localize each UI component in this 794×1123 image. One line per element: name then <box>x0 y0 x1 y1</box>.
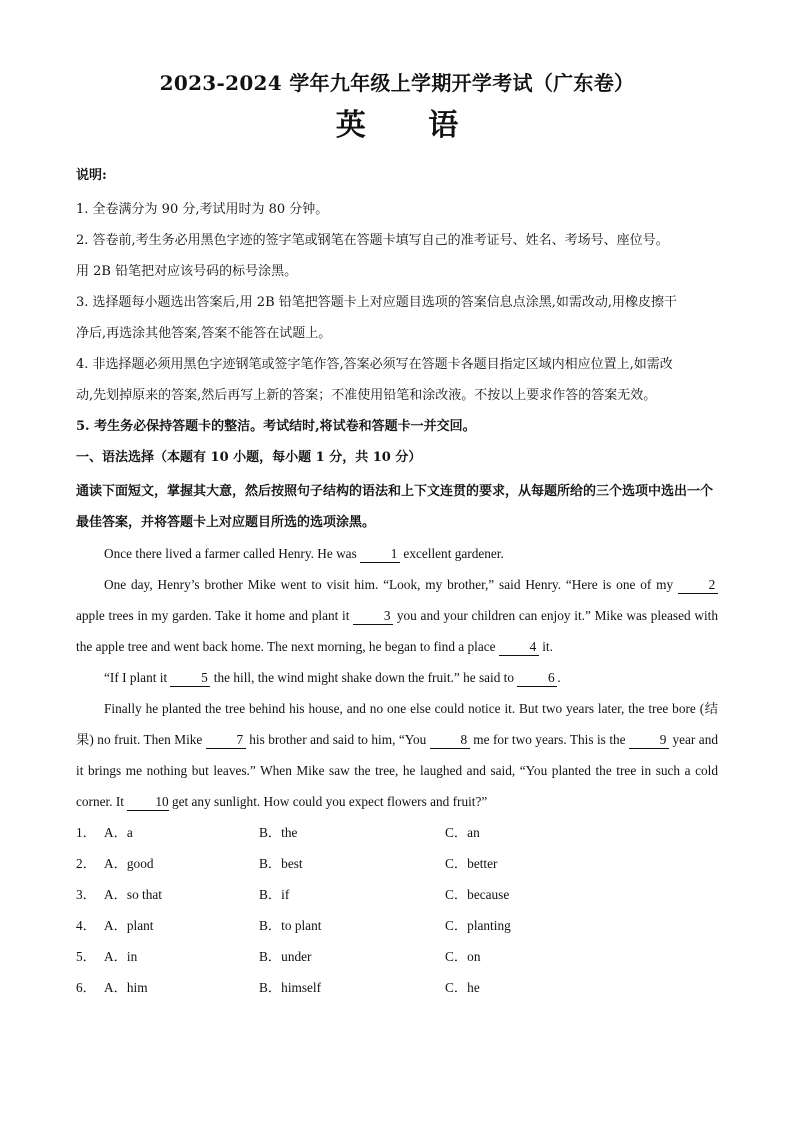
paragraph-3 <box>76 662 718 693</box>
passage-text: his brother and said to him, “You <box>245 732 430 747</box>
question-number: 4． <box>76 918 96 933</box>
option-c: C．he <box>445 980 480 995</box>
question-number: 3． <box>76 887 96 902</box>
option-a: A．plant <box>104 918 154 933</box>
option-b: B．the <box>259 825 298 840</box>
question-number: 5． <box>76 949 96 964</box>
passage-text: “If I plant it <box>104 670 171 685</box>
note-line-2: 2. 答卷前,考生务必用黑色字迹的签字笔或钢笔在答题卡填写自己的准考证号、姓名、考场号、座位号。 <box>76 233 669 248</box>
option-row-5 <box>76 941 718 972</box>
passage-text: you and your children can enjoy it.” Mike was pleased with the apple tree and went back home. The next morning, he began to find a place <box>76 608 719 654</box>
passage-text: apple trees in my garden. Take it home and plant it <box>76 608 354 623</box>
passage-text: excellent gardener. <box>400 546 504 561</box>
blank-9: 9 <box>629 732 669 749</box>
option-row-2 <box>76 848 718 879</box>
option-c: C．planting <box>445 918 511 933</box>
blank-1: 1 <box>360 546 400 563</box>
option-row-6 <box>76 972 718 1003</box>
passage-text: One day, Henry’s brother Mike went to visit him. “Look, my brother,” said Henry. “Here is one of my <box>104 577 678 592</box>
paragraph-2 <box>76 569 718 662</box>
blank-3: 3 <box>353 608 393 625</box>
option-b: B．under <box>259 949 312 964</box>
blank-4: 4 <box>499 639 539 656</box>
option-b: B．himself <box>259 980 322 995</box>
option-row-4 <box>76 910 718 941</box>
blank-10: 10 <box>127 794 168 811</box>
note-line-1: 1. 全卷满分为 90 分,考试用时为 80 分钟。 <box>76 202 329 217</box>
passage <box>76 538 718 817</box>
blank-2: 2 <box>678 577 718 594</box>
notes-label: 说明: <box>76 168 107 183</box>
passage-text: get any sunlight. How could you expect flowers and fruit?” <box>168 794 488 809</box>
answer-options <box>76 817 718 1003</box>
blank-8: 8 <box>430 732 470 749</box>
instructions-notes <box>76 166 718 442</box>
question-number: 6． <box>76 980 96 995</box>
note-line-4: 3. 选择题每小题选出答案后,用 2B 铅笔把答题卡上对应题目选项的答案信息点涂黑,如需改动,用橡皮擦干 <box>76 295 678 310</box>
paragraph-4 <box>76 693 718 817</box>
passage-text: me for two years. This is the <box>469 732 630 747</box>
note-line-3: 用 2B 铅笔把对应该号码的标号涂黑。 <box>76 264 298 279</box>
option-a: A．a <box>104 825 133 840</box>
note-line-6: 4. 非选择题必须用黑色字迹钢笔或签字笔作答,答案必须写在答题卡各题目指定区域内相应位置上,如需改 <box>76 357 673 372</box>
note-line-8: 5. 考生务必保持答题卡的整洁。考试结时,将试卷和答题卡一并交回。 <box>76 419 476 434</box>
option-a: A．so that <box>104 887 162 902</box>
note-line-7: 动,先划掉原来的答案,然后再写上新的答案；不准使用铅笔和涂改液。不按以上要求作答的答案无效。 <box>76 388 657 403</box>
exam-title: 2023-2024 学年九年级上学期开学考试（广东卷） <box>159 71 635 95</box>
question-number: 2． <box>76 856 96 871</box>
option-row-3 <box>76 879 718 910</box>
passage-text: Finally he planted the tree behind his house, and no one else could notice it. But two years later, the tree bore (结果) no fruit. Then Mike <box>76 701 718 747</box>
passage-text: year and it brings me nothing but leaves.” When Mike saw the tree, he laughed and said, “You planted the tree in such a cold corner. It <box>76 732 719 809</box>
blank-5: 5 <box>170 670 210 687</box>
passage-text: Once there lived a farmer called Henry. He was <box>104 546 361 561</box>
section-1-title: 一、语法选择（本题有 10 小题，每小题 1 分，共 10 分） <box>76 450 422 465</box>
paragraph-1 <box>76 538 718 569</box>
option-c: C．better <box>445 856 498 871</box>
option-c: C．on <box>445 949 481 964</box>
section-1-instruction: 通读下面短文，掌握其大意，然后按照句子结构的语法和上下文连贯的要求，从每题所给的三个选项中选出一个最佳答案，并将答题卡上对应题目所选的选项涂黑。 <box>76 484 714 530</box>
passage-text: . <box>557 670 561 685</box>
subject-title: 英 语 <box>335 108 485 143</box>
option-c: C．because <box>445 887 510 902</box>
passage-text: the hill, the wind might shake down the fruit.” he said to <box>210 670 518 685</box>
blank-7: 7 <box>206 732 246 749</box>
option-row-1 <box>76 817 718 848</box>
note-line-5: 净后,再选涂其他答案,答案不能答在试题上。 <box>76 326 332 341</box>
option-b: B．best <box>259 856 303 871</box>
option-b: B．to plant <box>259 918 322 933</box>
option-a: A．good <box>104 856 154 871</box>
blank-6: 6 <box>517 670 557 687</box>
question-number: 1． <box>76 825 96 840</box>
option-b: B．if <box>259 887 290 902</box>
passage-text: it. <box>538 639 553 654</box>
option-a: A．in <box>104 949 138 964</box>
option-a: A．him <box>104 980 148 995</box>
option-c: C．an <box>445 825 480 840</box>
